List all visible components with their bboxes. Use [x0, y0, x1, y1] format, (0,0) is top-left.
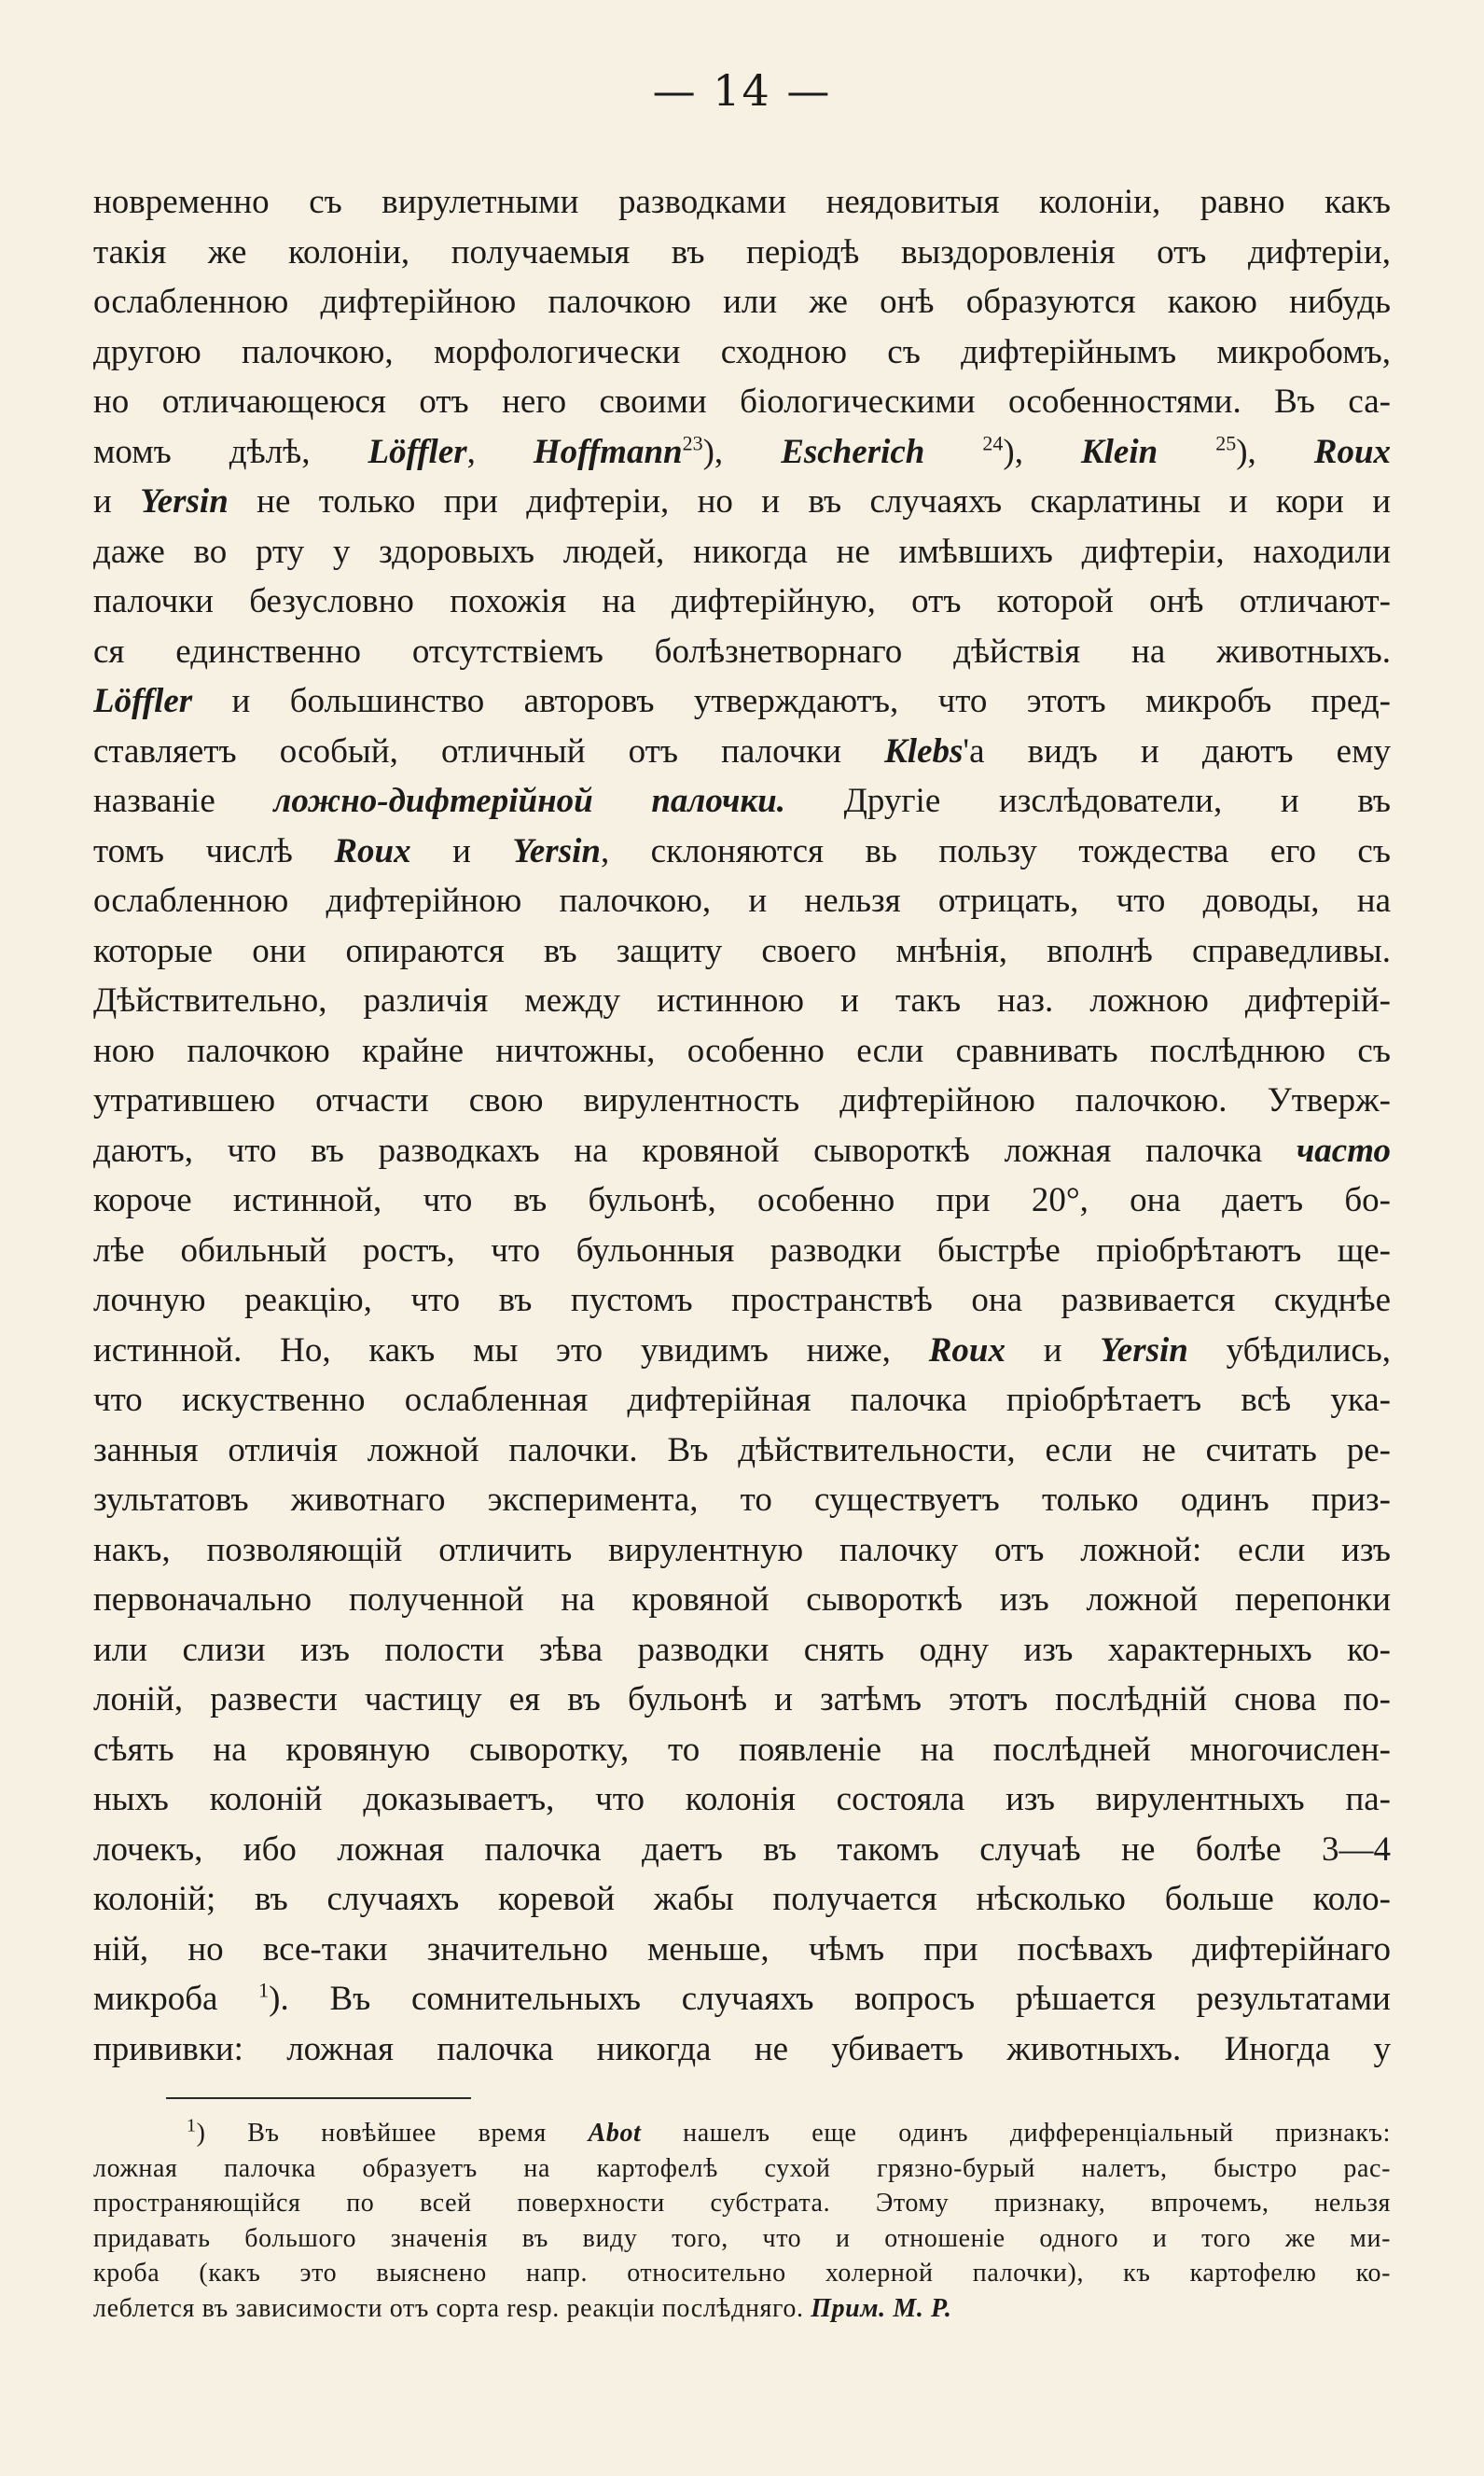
footnote-line: [93, 2221, 1391, 2257]
citation-number: 25: [1215, 431, 1237, 455]
text-line: [93, 427, 1391, 478]
text-run: ложная палочка образуетъ на картофелѣ сухой грязно-бурый налетъ, быстро рас-: [93, 2153, 1391, 2183]
text-line: [93, 1525, 1391, 1576]
footnote-mark: 1: [187, 2116, 197, 2136]
text-run: момъ дѣлѣ,: [93, 432, 368, 471]
text-run: и: [93, 482, 141, 521]
text-run: не только при дифтеріи, но и въ случаяхъ скарлатины и кори и: [228, 482, 1391, 521]
text-line: [93, 1226, 1391, 1276]
footnote-line: [93, 2151, 1391, 2187]
text-run: даютъ, что въ разводкахъ на кровяной сывороткѣ ложная палочка: [93, 1131, 1297, 1170]
footnote-divider: [166, 2097, 471, 2099]
citation-number: 1: [258, 1978, 270, 2002]
text-run: что искуственно ослабленная дифтерійная палочка пріобрѣтаетъ всѣ ука-: [93, 1381, 1391, 1419]
text-run: пространяющійся по всей поверхности субстрата. Этому признаку, впрочемъ, нельзя: [93, 2189, 1391, 2218]
citation-number: 24: [982, 431, 1004, 455]
text-run: занныя отличія ложной палочки. Въ дѣйствительности, если не считать ре-: [93, 1430, 1391, 1469]
text-run: ослабленною дифтерійною палочкою или же онѣ образуются какою нибудь: [93, 283, 1391, 321]
text-run: даже во рту у здоровыхъ людей, никогда не имѣвшихъ дифтеріи, находили: [93, 532, 1391, 571]
text-run: палочки безусловно похожія на дифтерійную, отъ которой онѣ отличают-: [93, 582, 1391, 620]
italic-name: Roux: [928, 1330, 1006, 1370]
text-run: ною палочкою крайне ничтожны, особенно если сравнивать послѣднюю съ: [93, 1031, 1391, 1070]
text-line: [93, 1725, 1391, 1775]
text-line: [93, 1825, 1391, 1875]
text-line: [93, 1575, 1391, 1625]
italic-name: Hoffmann: [533, 432, 683, 471]
text-run: томъ числѣ: [93, 831, 335, 870]
text-line: [93, 228, 1391, 278]
text-run: другою палочкою, морфологически сходною съ дифтерійнымъ микробомъ,: [93, 332, 1391, 371]
text-run: [1158, 433, 1215, 471]
text-line: [93, 1874, 1391, 1925]
text-run: Другіе изслѣдователи, и въ: [784, 782, 1391, 820]
text-line: [93, 327, 1391, 378]
text-run: придавать большого значенія въ виду того, что и отношеніе одного и того же ми-: [93, 2223, 1391, 2253]
text-run: сѣять на кровяную сыворотку, то появленіе на послѣдней многочислен-: [93, 1730, 1391, 1769]
text-line: [93, 1774, 1391, 1825]
text-run: но отличающеюся отъ него своими біологическими особенностями. Въ са-: [93, 383, 1391, 421]
text-run: и большинство авторовъ утверждаютъ, что этотъ микробъ пред-: [192, 682, 1391, 720]
text-line: [93, 1076, 1391, 1126]
text-run: первоначально полученной на кровяной сывороткѣ изъ ложной перепонки: [93, 1580, 1391, 1619]
italic-name: Escherich: [781, 432, 925, 471]
italic-name: часто: [1296, 1131, 1391, 1170]
text-line: [93, 2024, 1391, 2075]
text-run: [924, 433, 982, 471]
text-run: лочекъ, ибо ложная палочка даетъ въ такомъ случаѣ не болѣе 3—4: [93, 1829, 1391, 1869]
text-run: лоній, развести частицу ея въ бульонѣ и затѣмъ этотъ послѣдній снова по-: [93, 1680, 1391, 1718]
text-run: ),: [702, 432, 782, 471]
text-line: [93, 477, 1391, 527]
text-run: лочную реакцію, что въ пустомъ пространствѣ она развивается скуднѣе: [93, 1281, 1391, 1319]
text-line: [93, 776, 1391, 827]
text-line: [93, 1426, 1391, 1476]
text-run: , склоняются вь пользу тождества его съ: [600, 831, 1391, 870]
text-run: такія же колоніи, получаемыя въ періодѣ выздоровленія отъ дифтеріи,: [93, 232, 1391, 271]
italic-name: Yersin: [1100, 1330, 1188, 1370]
text-run: 'а видъ и даютъ ему: [963, 731, 1391, 771]
text-line: [93, 627, 1391, 677]
text-run: прививки: ложная палочка никогда не убиваетъ животныхъ. Иногда у: [93, 2029, 1391, 2068]
text-run: ослабленною дифтерійною палочкою, и нельзя отрицать, что доводы, на: [93, 882, 1391, 920]
footnote-line: [93, 2291, 1391, 2327]
text-run: ныхъ колоній доказываетъ, что колонія состояла изъ вирулентныхъ па-: [93, 1780, 1391, 1818]
italic-name: Roux: [334, 831, 411, 870]
text-run: ),: [1003, 432, 1081, 471]
text-line: [93, 1026, 1391, 1077]
text-line: [93, 277, 1391, 327]
text-line: [93, 676, 1391, 727]
text-run: кроба (какъ это выяснено напр. относительно холерной палочки), къ картофелю ко-: [93, 2259, 1391, 2288]
footnote-line: [93, 2186, 1391, 2221]
footnote-line: [93, 2116, 1391, 2151]
text-run: новременно съ вирулетными разводками неядовитыя колоніи, равно какъ: [93, 183, 1391, 221]
italic-name: Roux: [1313, 432, 1391, 471]
text-run: которые они опираются въ защиту своего мнѣнія, вполнѣ справедливы.: [93, 931, 1391, 970]
text-line: [93, 577, 1391, 627]
text-line: [93, 727, 1391, 777]
italic-name: Yersin: [512, 831, 601, 870]
text-run: или слизи изъ полости зѣва разводки снять одну изъ характерныхъ ко-: [93, 1630, 1391, 1669]
text-run: микроба: [93, 1980, 259, 2018]
text-line: [93, 1275, 1391, 1326]
text-line: [93, 1974, 1391, 2024]
text-line: [93, 1625, 1391, 1676]
italic-name: ложно-дифтерійной палочки.: [273, 782, 785, 820]
text-run: убѣдились,: [1187, 1330, 1391, 1370]
italic-name: Abot: [588, 2119, 642, 2148]
text-line: [93, 1675, 1391, 1725]
text-run: названіе: [93, 782, 274, 820]
italic-name: Klebs: [884, 731, 964, 771]
text-line: [93, 1375, 1391, 1426]
text-run: Дѣйствительно, различія между истинною и такъ наз. ложною дифтерій-: [93, 981, 1391, 1020]
text-run: ) Въ новѣйшее время: [196, 2119, 589, 2148]
text-run: ). Въ сомнительныхъ случаяхъ вопросъ рѣшается результатами: [269, 1980, 1391, 2018]
text-line: [93, 926, 1391, 977]
text-run: ),: [1236, 432, 1314, 471]
text-run: истинной. Но, какъ мы это увидимъ ниже,: [93, 1330, 929, 1370]
text-run: ній, но все-таки значительно меньше, чѣмъ при посѣвахъ дифтерійнаго: [93, 1929, 1391, 1968]
text-run: и: [410, 831, 513, 870]
text-run: лѣе обильный ростъ, что бульонныя разводки быстрѣе пріобрѣтаютъ ще-: [93, 1231, 1391, 1270]
text-run: леблется въ зависимости отъ сорта resp. реакціи послѣдняго.: [93, 2293, 811, 2323]
text-line: [93, 1175, 1391, 1226]
text-line: [93, 827, 1391, 877]
text-run: ставляетъ особый, отличный отъ палочки: [93, 731, 885, 771]
italic-name: Yersin: [140, 482, 229, 521]
text-line: [93, 976, 1391, 1026]
text-run: ся единственно отсутствіемъ болѣзнетворнаго дѣйствія на животныхъ.: [93, 632, 1391, 671]
italic-name: Löffler: [93, 682, 193, 720]
footnote-line: [93, 2256, 1391, 2291]
text-run: и: [1005, 1330, 1101, 1370]
text-run: утратившею отчасти свою вирулентность дифтерійною палочкою. Утверж-: [93, 1081, 1391, 1120]
text-line: [93, 1126, 1391, 1176]
italic-name: Löffler: [368, 432, 467, 471]
body-text: [93, 177, 1391, 2074]
text-line: [93, 527, 1391, 577]
text-line: [93, 177, 1391, 228]
text-line: [93, 1925, 1391, 1975]
text-line: [93, 876, 1391, 926]
text-run: зультатовъ животнаго эксперимента, то существуетъ только одинъ приз-: [93, 1481, 1391, 1519]
text-run: накъ, позволяющій отличить вирулентную палочку отъ ложной: если изъ: [93, 1530, 1391, 1569]
page-number: — 14 —: [652, 65, 832, 116]
text-run: ,: [466, 432, 534, 471]
text-line: [93, 377, 1391, 427]
italic-name: Klein: [1080, 432, 1158, 471]
text-run: короче истинной, что въ бульонѣ, особенно при 20°, она даетъ бо-: [93, 1181, 1391, 1219]
citation-number: 23: [682, 431, 703, 455]
text-line: [93, 1326, 1391, 1376]
text-line: [93, 1475, 1391, 1525]
italic-name: Прим. М. Р.: [811, 2293, 952, 2323]
text-run: колоній; въ случаяхъ коревой жабы получается нѣсколько больше коло-: [93, 1880, 1391, 1918]
footnote: [93, 2116, 1391, 2326]
text-run: нашелъ еще одинъ дифференціальный признакъ:: [641, 2119, 1391, 2148]
